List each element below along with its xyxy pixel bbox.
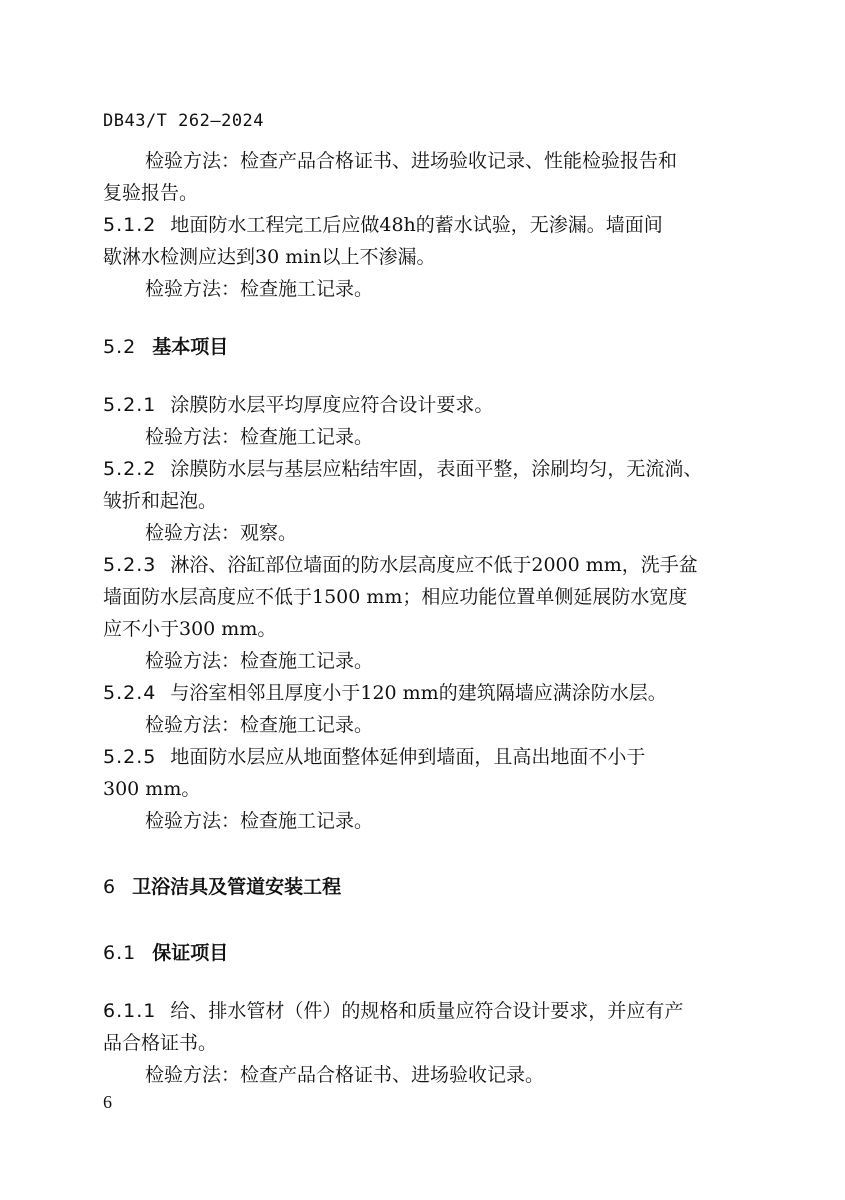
clause-number: 5.2.2: [103, 458, 157, 480]
clause-number: 5.2.4: [103, 682, 157, 704]
inspection-method: 检验方法：检查施工记录。: [145, 278, 374, 300]
clause-text: 与浴室相邻且厚度小于120 mm的建筑隔墙应满涂防水层。: [170, 682, 667, 704]
section-title: 保证项目: [152, 942, 229, 964]
clause-number: 5.2.5: [103, 746, 157, 768]
clause-5-1-2: [103, 209, 743, 241]
clause-text: 涂膜防水层与基层应粘结牢固，表面平整，涂刷均匀，无流淌、: [170, 458, 703, 480]
section-heading-5-2: [103, 331, 743, 363]
inspection-method: 检验方法：检查产品合格证书、进场验收记录。: [145, 1064, 545, 1086]
clause-5-2-2-cont: 皱折和起泡。: [103, 490, 218, 512]
clause-5-2-4: [103, 677, 743, 709]
clause-5-2-1: [103, 389, 743, 421]
chapter-title: 卫浴洁具及管道安装工程: [132, 876, 342, 898]
clause-number: 5.1.2: [103, 214, 157, 236]
clause-5-1-2-cont: 歇淋水检测应达到30 min以上不渗漏。: [103, 246, 436, 268]
page-number: 6: [103, 1092, 112, 1112]
section-number: 6.1: [103, 942, 137, 964]
inspection-method: 检验方法：检查施工记录。: [145, 426, 374, 448]
clause-6-1-1-cont: 品合格证书。: [103, 1032, 218, 1054]
document-body: [103, 145, 743, 1091]
clause-5-2-2: [103, 453, 743, 485]
chapter-heading-6: [103, 871, 743, 903]
clause-text: 涂膜防水层平均厚度应符合设计要求。: [170, 394, 494, 416]
inspection-method: 检验方法：检查施工记录。: [145, 714, 374, 736]
section-title: 基本项目: [152, 336, 229, 358]
clause-5-2-5: [103, 741, 743, 773]
section-heading-6-1: [103, 937, 743, 969]
section-number: 5.2: [103, 336, 137, 358]
clause-5-2-3: [103, 549, 743, 581]
clause-text: 地面防水层应从地面整体延伸到墙面，且高出地面不小于: [170, 746, 646, 768]
clause-5-2-5-cont: 300 mm。: [103, 778, 201, 800]
document-code: DB43/T 262—2024: [103, 111, 265, 131]
clause-number: 6.1.1: [103, 1000, 157, 1022]
clause-number: 5.2.1: [103, 394, 157, 416]
clause-text: 地面防水工程完工后应做48h的蓄水试验，无渗漏。墙面间: [170, 214, 663, 236]
inspection-method-cont: 复验报告。: [103, 182, 199, 204]
chapter-number: 6: [103, 876, 117, 898]
clause-text: 给、排水管材（件）的规格和质量应符合设计要求，并应有产: [170, 1000, 684, 1022]
clause-number: 5.2.3: [103, 554, 157, 576]
inspection-method: 检验方法：检查施工记录。: [145, 650, 374, 672]
clause-5-2-3-cont: 应不小于300 mm。: [103, 618, 277, 640]
inspection-method: 检验方法：检查施工记录。: [145, 810, 374, 832]
inspection-method: 检验方法：观察。: [145, 522, 298, 544]
clause-text: 淋浴、浴缸部位墙面的防水层高度应不低于2000 mm，洗手盆: [170, 554, 698, 576]
clause-5-2-3-cont: 墙面防水层高度应不低于1500 mm；相应功能位置单侧延展防水宽度: [103, 586, 688, 608]
inspection-method: 检验方法：检查产品合格证书、进场验收记录、性能检验报告和: [145, 150, 678, 172]
clause-6-1-1: [103, 995, 743, 1027]
